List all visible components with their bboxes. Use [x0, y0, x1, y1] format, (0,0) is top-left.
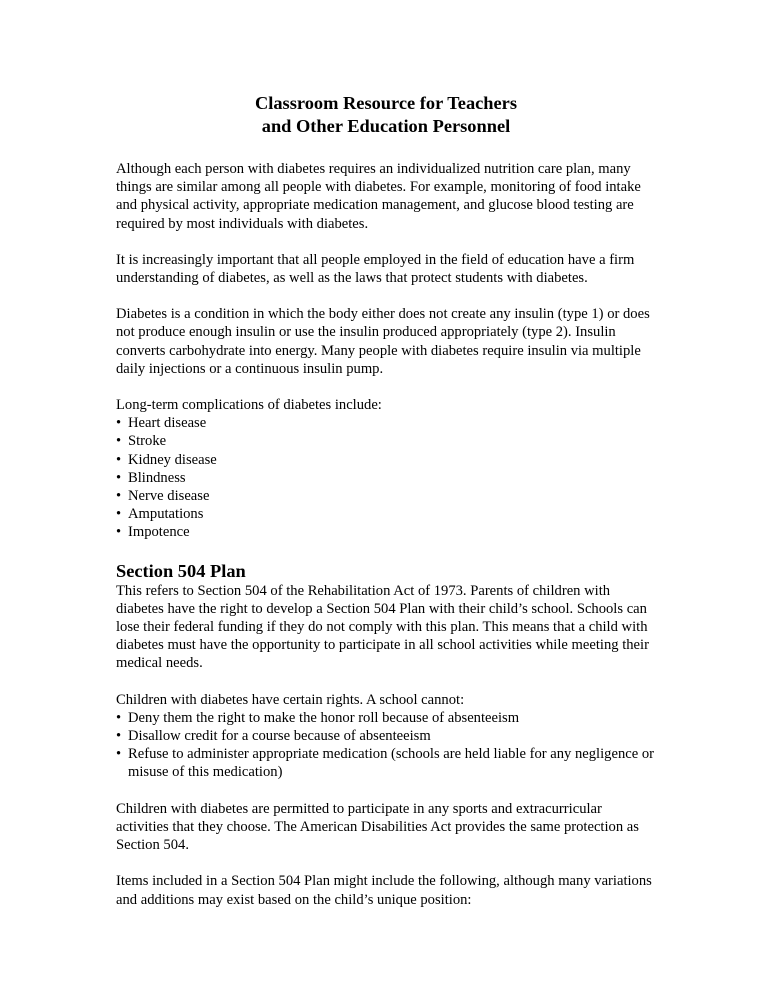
- list-item: • Heart disease: [116, 415, 207, 432]
- bullet-icon: •: [116, 746, 122, 763]
- list-item: • Kidney disease: [116, 451, 217, 468]
- list-item: • Blindness: [116, 469, 186, 486]
- document-page: [116, 88, 656, 927]
- bullet-icon: •: [116, 709, 122, 726]
- intro-paragraph-2: It is increasingly important that all people employed in the field of education have a firm understanding of diabetes, as well as the laws that protect students with diabetes.: [116, 251, 635, 287]
- bullet-icon: •: [116, 524, 122, 541]
- rights-list: [116, 709, 656, 782]
- bullet-icon: •: [116, 488, 122, 505]
- complications-intro: Long-term complications of diabetes include:: [116, 397, 382, 414]
- title-line-1: Classroom Resource for Teachers: [254, 93, 518, 113]
- title-line-2: and Other Education Personnel: [261, 116, 511, 136]
- bullet-icon: •: [116, 469, 122, 486]
- bullet-icon: •: [116, 415, 122, 432]
- intro-paragraph-3: Diabetes is a condition in which the body either does not create any insulin (type 1) or does not produce enough insulin or use the insulin produced appropriately (type 2). Insulin converts carbohydrate into energy. Many people with diabetes require insulin via multiple daily injections or a continuous insulin pump.: [116, 306, 650, 377]
- list-item: • Amputations: [116, 506, 204, 523]
- page-title: [116, 92, 656, 138]
- section-504-paragraph-1: This refers to Section 504 of the Rehabilitation Act of 1973. Parents of children with diabetes have the right to develop a Section 504 Plan with their child’s school. Schools can lose their federal funding if they do not comply with this plan. This means that a child with diabetes must have the opportunity to participate in all school activities while meeting their medical needs.: [116, 582, 649, 672]
- list-item: • Stroke: [116, 433, 167, 450]
- bullet-icon: •: [116, 451, 122, 468]
- bullet-icon: •: [116, 433, 122, 450]
- section-504-paragraph-2: Children with diabetes are permitted to participate in any sports and extracurricular activities that they choose. The American Disabilities Act provides the same protection as Section 504.: [116, 800, 639, 854]
- bullet-icon: •: [116, 728, 122, 745]
- rights-intro: Children with diabetes have certain rights. A school cannot:: [116, 691, 465, 708]
- list-item: • Deny them the right to make the honor roll because of absenteeism: [116, 709, 520, 726]
- list-item: • Nerve disease: [116, 488, 210, 505]
- list-item: • Disallow credit for a course because of absenteeism: [116, 728, 431, 745]
- list-item: • Impotence: [116, 524, 190, 541]
- section-504-heading: Section 504 Plan: [116, 560, 246, 581]
- complications-list: [116, 414, 656, 541]
- bullet-icon: •: [116, 506, 122, 523]
- section-504-paragraph-3: Items included in a Section 504 Plan might include the following, although many variations and additions may exist based on the child’s unique position:: [116, 873, 652, 908]
- list-item: • Refuse to administer appropriate medication (schools are held liable for any negligence or misuse of this medication): [116, 746, 654, 781]
- intro-paragraph-1: Although each person with diabetes requires an individualized nutrition care plan, many things are similar among all people with diabetes. For example, monitoring of food intake and physical activity, appropriate medication management, and glucose blood testing are required by most individuals with diabetes.: [116, 161, 641, 232]
